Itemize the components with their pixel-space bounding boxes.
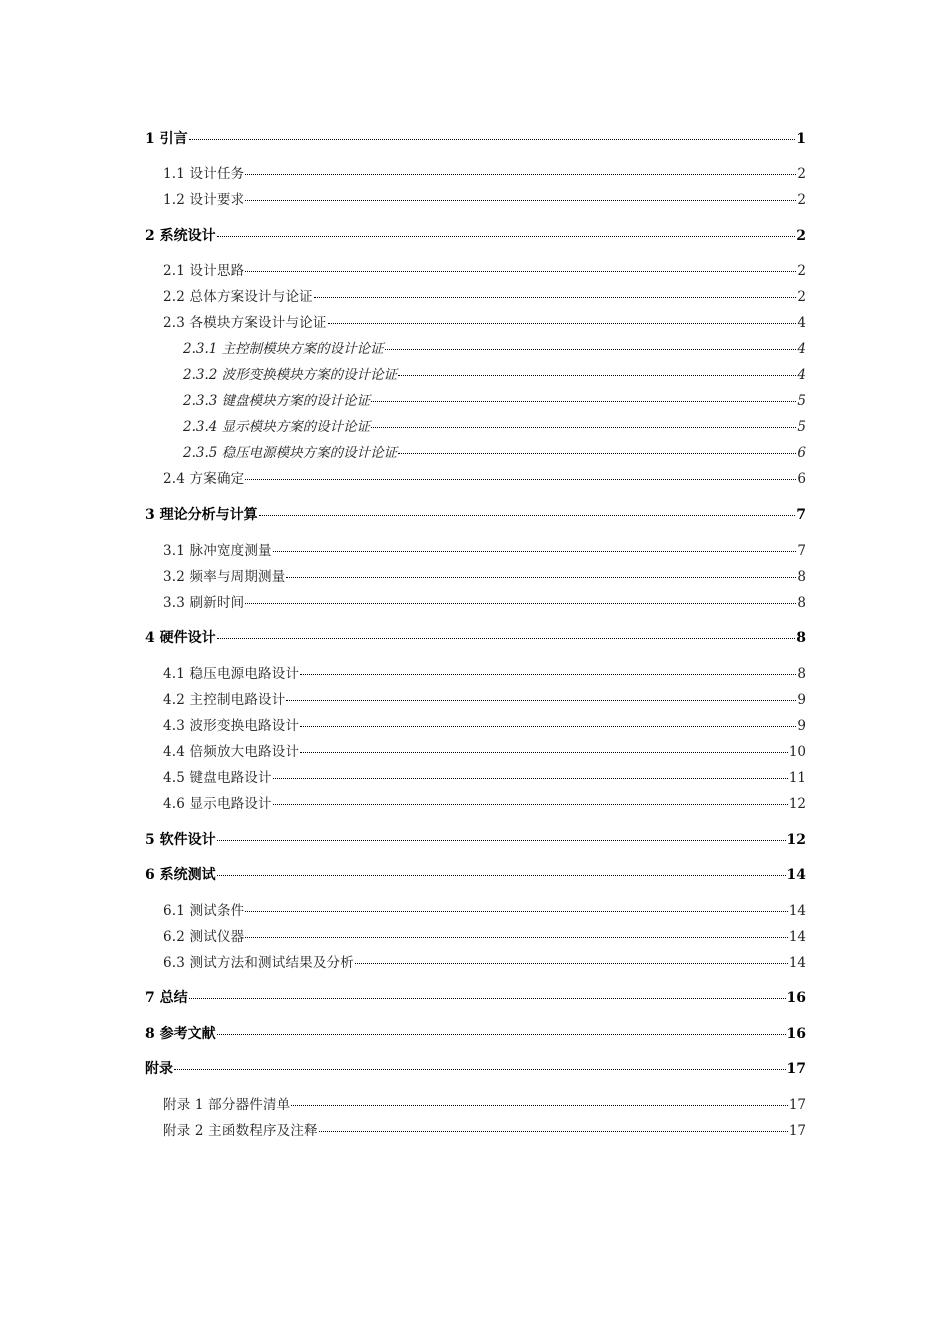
toc-entry-page: 11: [788, 770, 806, 786]
toc-entry-page: 14: [788, 955, 806, 971]
toc-entry[interactable]: [163, 314, 806, 332]
toc-entry-label: 3 理论分析与计算: [145, 507, 258, 523]
toc-entry-label: 3.2 频率与周期测量: [163, 569, 286, 585]
toc-entry-label: 6 系统测试: [145, 867, 216, 883]
toc-entry-label: 1 引言: [145, 131, 188, 147]
toc-entry[interactable]: [145, 629, 806, 647]
toc-entry[interactable]: [145, 227, 806, 245]
dot-leader: [300, 674, 796, 675]
toc-entry-page: 8: [797, 595, 806, 611]
toc-entry-page: 4: [797, 341, 806, 357]
dot-leader: [286, 577, 796, 578]
toc-entry-label: 2.4 方案确定: [163, 471, 245, 487]
toc-entry-page: 17: [788, 1123, 806, 1139]
toc-entry-label: 2.1 设计思路: [163, 263, 245, 279]
toc-entry[interactable]: [163, 288, 806, 306]
toc-entry-label: 6.2 测试仪器: [163, 929, 245, 945]
toc-entry[interactable]: [163, 568, 806, 586]
toc-entry-label: 3.3 刷新时间: [163, 595, 245, 611]
dot-leader: [217, 236, 796, 237]
toc-entry[interactable]: [163, 1122, 806, 1140]
toc-entry-page: 16: [786, 990, 806, 1006]
dot-leader: [245, 271, 796, 272]
dot-leader: [398, 375, 796, 376]
toc-entry-label: 4.5 键盘电路设计: [163, 770, 272, 786]
dot-leader: [398, 453, 796, 454]
toc-entry[interactable]: [145, 506, 806, 524]
toc-entry-page: 6: [797, 471, 806, 487]
toc-entry-page: 14: [788, 903, 806, 919]
toc-entry-label: 1.1 设计任务: [163, 166, 245, 182]
dot-leader: [371, 427, 796, 428]
dot-leader: [245, 200, 796, 201]
toc-entry-label: 附录 2 主函数程序及注释: [163, 1123, 318, 1139]
dot-leader: [217, 638, 796, 639]
dot-leader: [259, 515, 796, 516]
toc-entry-label: 4.2 主控制电路设计: [163, 692, 286, 708]
dot-leader: [291, 1105, 787, 1106]
toc-entry-page: 5: [797, 419, 806, 435]
dot-leader: [245, 174, 796, 175]
toc-entry-label: 4.1 稳压电源电路设计: [163, 666, 300, 682]
dot-leader: [328, 323, 797, 324]
toc-entry[interactable]: [183, 418, 806, 436]
toc-entry-page: 12: [788, 796, 806, 812]
toc-entry-page: 10: [788, 744, 806, 760]
toc-entry-label: 5 软件设计: [145, 832, 216, 848]
toc-entry[interactable]: [163, 743, 806, 761]
toc-entry-label: 附录 1 部分器件清单: [163, 1097, 291, 1113]
dot-leader: [314, 297, 797, 298]
toc-entry-page: 4: [797, 315, 806, 331]
dot-leader: [245, 603, 796, 604]
toc-entry-page: 7: [797, 543, 806, 559]
dot-leader: [217, 840, 786, 841]
toc-entry-label: 2 系统设计: [145, 228, 216, 244]
toc-entry[interactable]: [145, 989, 806, 1007]
dot-leader: [355, 963, 788, 964]
toc-entry-page: 4: [797, 367, 806, 383]
dot-leader: [217, 1034, 786, 1035]
toc-entry-page: 2: [797, 263, 806, 279]
dot-leader: [245, 479, 796, 480]
toc-entry-label: 附录: [145, 1061, 173, 1077]
dot-leader: [300, 752, 788, 753]
dot-leader: [300, 726, 796, 727]
toc-entry-label: 4.6 显示电路设计: [163, 796, 272, 812]
toc-entry[interactable]: [163, 769, 806, 787]
dot-leader: [245, 937, 787, 938]
toc-entry-page: 16: [786, 1026, 806, 1042]
toc-entry[interactable]: [163, 928, 806, 946]
dot-leader: [189, 139, 796, 140]
toc-entry-page: 9: [797, 718, 806, 734]
toc-entry-page: 7: [796, 507, 806, 523]
dot-leader: [245, 911, 787, 912]
toc-entry[interactable]: [163, 262, 806, 280]
toc-entry[interactable]: [163, 665, 806, 683]
dot-leader: [371, 401, 796, 402]
dot-leader: [385, 349, 797, 350]
toc-entry-label: 4.4 倍频放大电路设计: [163, 744, 300, 760]
toc-entry-page: 1: [796, 131, 806, 147]
dot-leader: [273, 551, 797, 552]
toc-entry-label: 4 硬件设计: [145, 630, 216, 646]
toc-entry[interactable]: [183, 444, 806, 462]
toc-entry-label: 8 参考文献: [145, 1026, 216, 1042]
toc-entry[interactable]: [163, 954, 806, 972]
dot-leader: [217, 875, 786, 876]
toc-entry-page: 5: [797, 393, 806, 409]
toc-entry-label: 1.2 设计要求: [163, 192, 245, 208]
dot-leader: [286, 700, 796, 701]
toc-entry[interactable]: [145, 831, 806, 849]
toc-entry-page: 6: [797, 445, 806, 461]
toc-entry[interactable]: [163, 691, 806, 709]
toc-entry-label: 2.3.2 波形变换模块方案的设计论证: [183, 367, 398, 383]
toc-entry[interactable]: [163, 542, 806, 560]
toc-entry-page: 14: [786, 867, 806, 883]
toc-entry-label: 7 总结: [145, 990, 188, 1006]
toc-entry-page: 2: [797, 166, 806, 182]
toc-entry[interactable]: [163, 165, 806, 183]
toc-entry-label: 2.2 总体方案设计与论证: [163, 289, 313, 305]
toc-entry-page: 12: [786, 832, 806, 848]
toc-entry[interactable]: [163, 795, 806, 813]
toc-entry[interactable]: [163, 594, 806, 612]
toc-entry[interactable]: [163, 902, 806, 920]
toc-entry-label: 3.1 脉冲宽度测量: [163, 543, 272, 559]
toc-entry-page: 2: [797, 289, 806, 305]
toc-entry-label: 4.3 波形变换电路设计: [163, 718, 300, 734]
toc-entry-label: 2.3.1 主控制模块方案的设计论证: [183, 341, 384, 357]
dot-leader: [189, 998, 786, 999]
dot-leader: [319, 1131, 788, 1132]
toc-entry-label: 2.3 各模块方案设计与论证: [163, 315, 327, 331]
toc-entry[interactable]: [145, 1025, 806, 1043]
dot-leader: [273, 804, 788, 805]
toc-entry[interactable]: [145, 866, 806, 884]
toc-entry-page: 8: [796, 630, 806, 646]
dot-leader: [273, 778, 788, 779]
toc-entry-label: 2.3.5 稳压电源模块方案的设计论证: [183, 445, 398, 461]
toc-entry[interactable]: [163, 470, 806, 488]
toc-entry[interactable]: [145, 1060, 806, 1078]
toc-entry[interactable]: [163, 717, 806, 735]
toc-entry-page: 17: [788, 1097, 806, 1113]
toc-entry[interactable]: [145, 130, 806, 148]
toc-entry-page: 8: [797, 666, 806, 682]
toc-entry-page: 17: [786, 1061, 806, 1077]
toc-entry-label: 2.3.3 键盘模块方案的设计论证: [183, 393, 371, 409]
toc-entry-page: 9: [797, 692, 806, 708]
toc-entry-label: 6.3 测试方法和测试结果及分析: [163, 955, 354, 971]
toc-entry-label: 2.3.4 显示模块方案的设计论证: [183, 419, 371, 435]
dot-leader: [174, 1069, 786, 1070]
toc-entry[interactable]: [183, 340, 806, 358]
toc-entry[interactable]: [183, 366, 806, 384]
toc-entry[interactable]: [163, 1096, 806, 1114]
toc-entry-page: 8: [797, 569, 806, 585]
toc-entry-label: 6.1 测试条件: [163, 903, 245, 919]
toc-entry[interactable]: [183, 392, 806, 410]
toc-entry-page: 2: [797, 192, 806, 208]
toc-entry-page: 14: [788, 929, 806, 945]
toc-entry-page: 2: [796, 228, 806, 244]
toc-entry[interactable]: [163, 191, 806, 209]
